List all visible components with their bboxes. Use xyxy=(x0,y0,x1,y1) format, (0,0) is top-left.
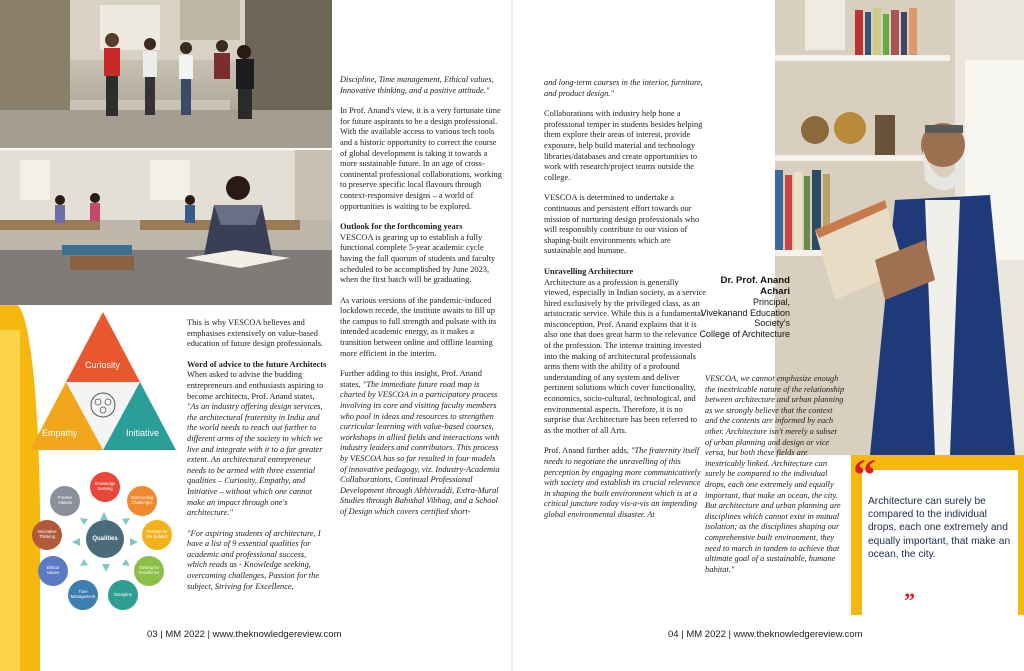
qualities-center: Qualities xyxy=(86,520,124,558)
section-heading-outlook: Outlook for the forthcoming years xyxy=(340,222,463,232)
quality-knowledge-seeking: Knowledge Seeking xyxy=(90,472,120,502)
text-column-a xyxy=(187,318,327,602)
photo-design-studio xyxy=(0,0,332,148)
paragraph-quote: "The fraternity itself needs to negotiate the unravelling of this perception by engaging more communicatively with society and establish its crucial relevance in shaping the built environment which is at a critical juncture today vis-a-vis an impending global environmental disaster. At xyxy=(544,446,701,519)
paragraph xyxy=(187,529,327,593)
triangle-diagram xyxy=(28,310,178,455)
paragraph-quote: "For aspiring students of architecture, I have a list of 9 essential qualities for academic and professional success, which reads as - Knowledge seeking, overcoming challenges, Passion for the subject, Striving for Excellence, xyxy=(187,528,321,591)
paragraph-text: Architecture as a profession is generally viewed, especially in Indian society, as a service hired exclusively by the privileged class, as an aristocratic service. While this is a fundamental misconception, Prof. Anand explains that it is also one that does great harm to the relevance of the profession. The intense training invested into the making of architectural professionals arms them with the ability of a profound understanding of any system and deliver pertinent solutions which cover functionality, economics, socio-cultural, technological, and environmental aspects. Therefore, it is no surprise that Architecture has been referred to as the mother of all Arts. xyxy=(544,277,707,435)
paragraph-text: Further adding to this insight, Prof. Anand states, xyxy=(340,369,482,389)
caption-name: Dr. Prof. Anand Achari xyxy=(720,275,790,297)
paragraph: VESCOA is determined to undertake a continuous and persistent effort towards our mission of nurturing design professionals who will responsibly contribute to our vision of shaping-built environments which are sustainable and humane. xyxy=(544,193,700,256)
quote-close-icon: ” xyxy=(904,588,915,613)
paragraph xyxy=(187,360,327,519)
quality-striving-excellence: Striving for Excellence xyxy=(134,556,164,586)
triangle-label-curiosity: Curiosity xyxy=(85,360,121,370)
paragraph: As various versions of the pandemic-induced lockdown recede, the institute awaits to fill up the campus to full strength and pulsate with its intended academic energy, as it makes a transition between online and offline learning more efficient in the interim. xyxy=(340,295,497,358)
paragraph: In Prof. Anand's view, it is a very fortunate time for future aspirants to be a design professional. With the available access to various tech tools and a historic opportunity to correct the course of global development is taking it towards a more sustainable future. In an age of cross-continental professional collaborations, working to preserve specific local flavours through context-responsive designs – a world of opportunities is waiting to be explored. xyxy=(340,106,502,211)
text-column-b xyxy=(340,75,502,528)
paragraph-text: When asked to advise the budding entrepreneurs and enthusiasts aspiring to become architects, Prof. Anand states, xyxy=(187,370,324,401)
paragraph xyxy=(544,446,706,520)
yellow-accent-band-inner xyxy=(0,330,20,671)
paragraph xyxy=(544,78,706,99)
caption-role-line-1: Principal, xyxy=(752,297,790,307)
quality-discipline: Discipline xyxy=(108,580,138,610)
footer-left: 03 | MM 2022 | www.theknowledgereview.com xyxy=(147,629,342,640)
pull-quote-text: Architecture can surely be compared to the individual drops, each one extremely and equally important, that make an ocean, the city. xyxy=(868,496,1011,560)
quality-positive-attitude: Positive Attitude xyxy=(50,486,80,516)
triangle-label-empathy: Empathy xyxy=(42,428,78,438)
paragraph: VESCOA, we cannot emphasize enough the inextricable nature of the relationship between architecture and urban planning as we strongly believe that the context and the contents are informed by each other. Architecture isn't merely a subset of urban planning and design or vice versa, but both these fields are inextricably linked. Architecture can surely be compared to the individual drops, each one extremely and equally important, that make an ocean, the city. But architecture and urban planning are disciplines which cannot exist in mutual isolation; as the disciplines shaping our comprehensive built environment, they need to march in tandem to achieve that ultimate goal of a sustainable, humane habitat." xyxy=(705,374,845,574)
paragraph-quote: Discipline, Time management, Ethical values, Innovative thinking, and a positive attitude." xyxy=(340,75,494,95)
paragraph xyxy=(340,222,502,286)
paragraph xyxy=(340,75,502,96)
paragraph-text: Prof. Anand further adds, xyxy=(544,446,631,456)
paragraph: This is why VESCOA believes and emphasises extensively on value-based education of future design professionals. xyxy=(187,318,324,349)
caption-role-line-3: College of Architecture xyxy=(699,328,790,339)
triangle-label-initiative: Initiative xyxy=(126,428,160,438)
paragraph-quote: "As an industry offering design services, the architectural fraternity in India and the world needs to reach out further to different arms of the society in which we live and integrate with it to a far greater extent. An architectural entrepreneur needs to be armed with three essential qualities – Curiosity, Empathy, and Initiative – without which one cannot make an impact through one's architecture." xyxy=(187,402,323,518)
photo-design-studio-illustration xyxy=(0,0,332,148)
caption-role-line-2: Vivekanand Education Society's xyxy=(700,307,790,328)
quality-overcoming-challenges: Overcoming Challenges xyxy=(127,486,157,516)
footer-right: 04 | MM 2022 | www.theknowledgereview.com xyxy=(668,629,863,640)
quote-open-icon: “ xyxy=(853,449,876,500)
quality-ethical-values: Ethical Values xyxy=(38,556,68,586)
text-column-d xyxy=(705,374,845,585)
section-heading-advice: Word of advice to the future Architects xyxy=(187,359,327,369)
text-column-c xyxy=(544,78,706,531)
paragraph xyxy=(544,267,706,437)
qualities-diagram xyxy=(30,468,180,616)
paragraph-text: VESCOA is gearing up to establish a fully functional complete 5-year academic cycle having the full quorum of students and faculty scheduled to be accomplished by June 2023, when the first batch will be graduating. xyxy=(340,232,496,285)
paragraph xyxy=(340,369,502,517)
quality-passion: Passion for the Subject xyxy=(142,520,172,550)
section-heading-unravelling: Unravelling Architecture xyxy=(544,266,634,276)
paragraph-quote: "The immediate future road map is charted by VESCOA in a participatory process involving its core and visiting faculty members who pool in ideas and resources to strengthen curricular learning with value-based courses, workshops in allied fields and interactions with industry leaders and contributors. This process by VESCOA has so far resulted in four models of innovative pedagogy, viz. Industry-Academia Collaborations, Continual Professional Development through Abhivruddi, Extra-Mural Studies through Bahishal Vibhag, and a School of Design which covers certified short- xyxy=(340,379,500,516)
paragraph-quote: and long-term courses in the interior, furniture, and product design." xyxy=(544,78,703,98)
quality-innovative-thinking: Innovative Thinking xyxy=(32,520,62,550)
page-gutter xyxy=(511,0,513,671)
quality-time-management: Time Management xyxy=(68,580,98,610)
photo-library-student xyxy=(0,150,332,305)
paragraph: Collaborations with industry help hone a professional temper in students besides helping them explore their areas of interest, provide exposure, help build material and technology libraries/databases and create opportunities to work with research/project teams outside the college. xyxy=(544,109,703,182)
triangle-top-segment xyxy=(66,312,140,382)
photo-library-illustration xyxy=(0,150,332,305)
principal-caption xyxy=(690,276,790,339)
